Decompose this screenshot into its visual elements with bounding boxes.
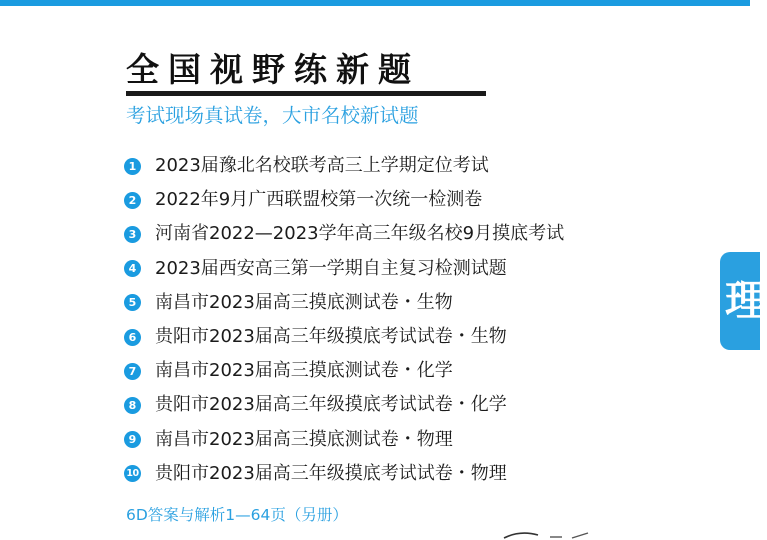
number-badge: 2 bbox=[124, 192, 141, 209]
list-item bbox=[124, 354, 564, 388]
number-badge: 5 bbox=[124, 294, 141, 311]
list-item-text: 贵阳市2023届高三年级摸底考试试卷・化学 bbox=[155, 394, 507, 416]
number-badge: 3 bbox=[124, 226, 141, 243]
number-badge: 7 bbox=[124, 363, 141, 380]
list-item bbox=[124, 423, 564, 457]
exam-list bbox=[124, 149, 564, 491]
list-item bbox=[124, 320, 564, 354]
list-item bbox=[124, 388, 564, 422]
list-item bbox=[124, 149, 564, 183]
title-underline bbox=[126, 91, 486, 96]
number-badge: 6 bbox=[124, 329, 141, 346]
list-item-text: 贵阳市2023届高三年级摸底考试试卷・生物 bbox=[155, 326, 507, 348]
list-item bbox=[124, 286, 564, 320]
list-item-text: 南昌市2023届高三摸底测试卷・物理 bbox=[155, 428, 453, 450]
side-tab-label: 理 bbox=[725, 276, 767, 325]
answer-page-note: 6D答案与解析1—64页（另册） bbox=[126, 506, 348, 524]
number-badge: 1 bbox=[124, 158, 141, 175]
top-accent-bar bbox=[0, 0, 750, 6]
subject-side-tab bbox=[720, 252, 767, 350]
list-item bbox=[124, 183, 564, 217]
list-item bbox=[124, 252, 564, 286]
number-badge: 10 bbox=[124, 465, 141, 482]
number-badge: 4 bbox=[124, 260, 141, 277]
list-item-text: 2023届西安高三第一学期自主复习检测试题 bbox=[155, 257, 507, 279]
list-item bbox=[124, 217, 564, 251]
list-item bbox=[124, 457, 564, 491]
page-title: 全国视野练新题 bbox=[126, 50, 420, 89]
list-item-text: 2023届豫北名校联考高三上学期定位考试 bbox=[155, 155, 489, 177]
page-subtitle: 考试现场真试卷，大市名校新试题 bbox=[126, 104, 419, 127]
number-badge: 8 bbox=[124, 397, 141, 414]
decorative-stroke-mark bbox=[500, 526, 610, 540]
list-item-text: 河南省2022—2023学年高三年级名校9月摸底考试 bbox=[155, 223, 565, 245]
list-item-text: 贵阳市2023届高三年级摸底考试试卷・物理 bbox=[155, 462, 507, 484]
list-item-text: 南昌市2023届高三摸底测试卷・生物 bbox=[155, 291, 453, 313]
list-item-text: 南昌市2023届高三摸底测试卷・化学 bbox=[155, 360, 453, 382]
list-item-text: 2022年9月广西联盟校第一次统一检测卷 bbox=[155, 189, 483, 211]
number-badge: 9 bbox=[124, 431, 141, 448]
